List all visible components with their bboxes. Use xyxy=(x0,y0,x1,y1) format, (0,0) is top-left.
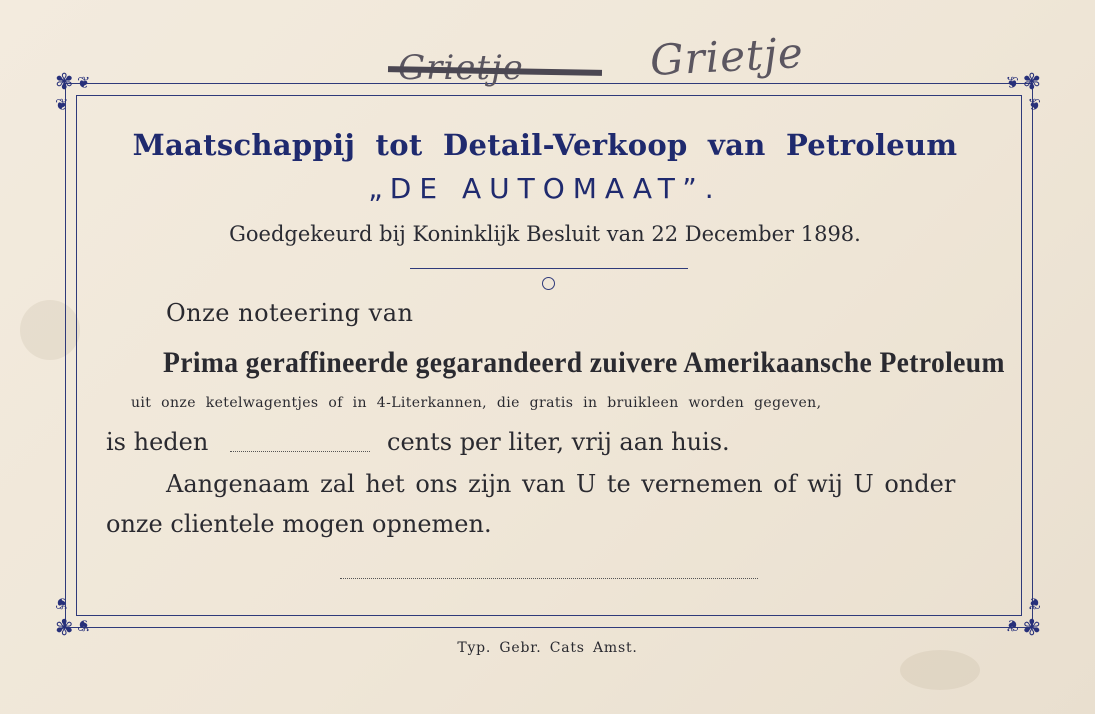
intro-text: Onze noteering van xyxy=(166,299,414,327)
price-suffix: cents per liter, vrij aan huis. xyxy=(387,428,730,456)
printer-credit: Typ. Gebr. Cats Amst. xyxy=(457,640,638,656)
price-prefix: is heden xyxy=(106,428,209,456)
brand-name: „DE AUTOMAAT”. xyxy=(368,172,722,205)
delivery-text: uit onze ketelwagentjes of in 4-Literkannen, die gratis in bruikleen worden gegeven, xyxy=(131,395,822,411)
paper-stain xyxy=(900,650,980,690)
corner-ornament-bottom-right: ✾ ❦ ❦ xyxy=(1005,594,1041,638)
corner-ornament-top-left: ✾ ❦ ❦ xyxy=(55,70,91,114)
price-fill-in-line xyxy=(230,451,370,452)
closing-text-1: Aangenaam zal het ons zijn van U te vernemen of wij U onder xyxy=(166,470,956,498)
signature-line xyxy=(340,578,758,579)
separator-circle-icon xyxy=(542,277,555,290)
handwritten-name: Grietje xyxy=(648,28,805,85)
corner-ornament-top-right: ✾ ❦ ❦ xyxy=(1005,70,1041,114)
closing-text-2: onze clientele mogen opnemen. xyxy=(106,510,492,538)
separator-line xyxy=(410,268,688,269)
company-title: Maatschappij tot Detail-Verkoop van Petroleum xyxy=(132,128,958,162)
product-name: Prima geraffineerde gegarandeerd zuivere Amerikaansche Petroleum xyxy=(163,346,1005,379)
approval-line: Goedgekeurd bij Koninklijk Besluit van 22 December 1898. xyxy=(229,222,861,246)
corner-ornament-bottom-left: ✾ ❦ ❦ xyxy=(55,594,91,638)
